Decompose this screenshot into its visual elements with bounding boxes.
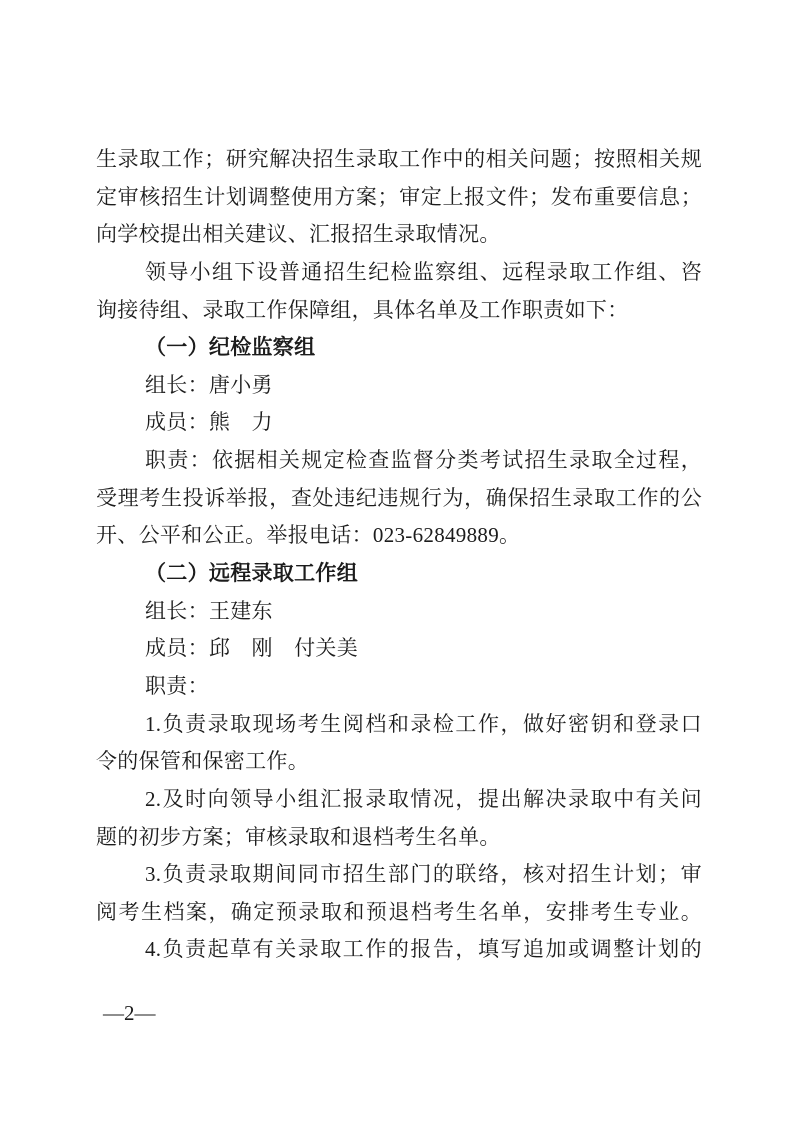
body-line: 领导小组下设普通招生纪检监察组、远程录取工作组、咨 — [145, 259, 702, 284]
body-line: 成员：邱 刚 付关美 — [145, 636, 358, 661]
body-line: 受理考生投诉举报，查处违纪违规行为，确保招生录取工作的公 — [96, 485, 702, 510]
body-line: 询接待组、录取工作保障组，具体名单及工作职责如下： — [96, 297, 629, 322]
body-line: 组长：唐小勇 — [145, 372, 273, 397]
body-line: 开、公平和公正。举报电话：023-62849889。 — [96, 523, 521, 548]
body-line: 1.负责录取现场考生阅档和录检工作，做好密钥和登录口 — [145, 711, 702, 736]
body-line: 阅考生档案，确定预录取和预退档考生名单，安排考生专业。 — [96, 899, 702, 924]
document-body — [96, 141, 702, 969]
body-line: 职责： — [145, 673, 209, 698]
body-line: 3.负责录取期间同市招生部门的联络，核对招生计划；审 — [145, 862, 702, 887]
page-number: —2— — [103, 1001, 156, 1025]
body-line: 令的保管和保密工作。 — [96, 749, 309, 774]
body-line: 2.及时向领导小组汇报录取情况，提出解决录取中有关问 — [145, 786, 702, 811]
body-line: 题的初步方案；审核录取和退档考生名单。 — [96, 824, 501, 849]
body-line: 向学校提出相关建议、汇报招生录取情况。 — [96, 222, 501, 247]
body-line: 定审核招生计划调整使用方案；审定上报文件；发布重要信息； — [96, 184, 702, 209]
body-line: 生录取工作；研究解决招生录取工作中的相关问题；按照相关规 — [96, 147, 702, 171]
section-heading: （一）纪检监察组 — [145, 335, 316, 360]
body-line: 4.负责起草有关录取工作的报告，填写追加或调整计划的 — [145, 937, 702, 962]
body-line: 成员：熊 力 — [145, 410, 273, 435]
section-heading: （二）远程录取工作组 — [145, 561, 358, 586]
body-line: 职责：依据相关规定检查监督分类考试招生录取全过程， — [145, 448, 702, 473]
body-line: 组长：王建东 — [145, 598, 273, 623]
